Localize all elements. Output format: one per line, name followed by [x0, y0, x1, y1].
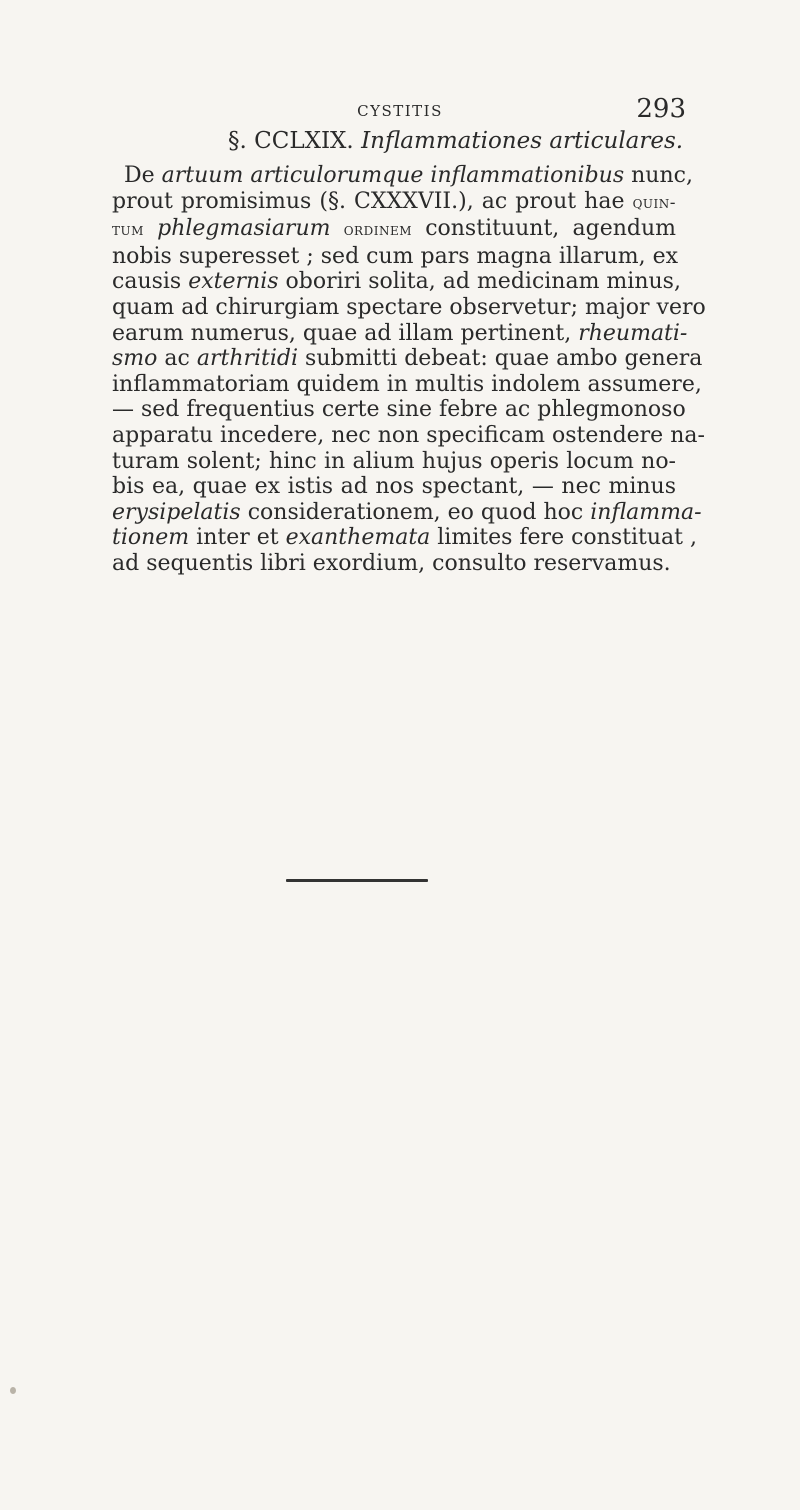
text-run: ac [157, 346, 197, 372]
page-number: 293 [636, 94, 686, 124]
running-title: CYSTITIS [357, 102, 443, 120]
text-run: inflammatoriam quidem in multis indolem assumere, [112, 371, 702, 397]
small-caps-text: tum [112, 220, 144, 241]
text-run: turam solent; hinc in alium hujus operis locum no- [112, 448, 676, 474]
text-run: inter et [189, 525, 286, 551]
text-run: — sed frequentius certe sine febre ac phlegmonoso [112, 397, 686, 423]
text-run: constituunt, agendum [411, 216, 676, 242]
section-number: §. CCLXIX. [228, 128, 354, 154]
paragraph [112, 163, 706, 577]
text-line [112, 269, 681, 295]
text-run [144, 216, 157, 241]
text-run: prout promisimus (§. CXXXVII.), ac prout hae [112, 188, 633, 214]
text-run: De [124, 163, 162, 188]
text-line [112, 243, 679, 270]
text-line [112, 294, 706, 321]
text-run: bis ea, quae ex istis ad nos spectant, — nec minus [112, 474, 676, 500]
text-line [112, 346, 703, 372]
running-head [0, 94, 800, 130]
italic-text: erysipelatis [112, 499, 241, 525]
italic-text: phlegmasiarum [157, 216, 331, 242]
text-run: quam ad chirurgiam spectare observetur; major vero [112, 294, 706, 320]
text-line [112, 371, 702, 398]
text-run [330, 216, 343, 241]
paper-speck [10, 1387, 16, 1394]
text-run: earum numerus, quae ad illam pertinent, [112, 320, 579, 346]
italic-text: exanthemata [285, 525, 431, 551]
italic-text: smo [112, 346, 158, 372]
small-caps-text: quin- [632, 192, 676, 213]
italic-text: externis [188, 269, 279, 295]
text-line [112, 397, 686, 423]
small-caps-text: ordinem [343, 220, 412, 241]
italic-text: artuum articulorumque inflammationibus [161, 163, 625, 188]
text-line [112, 525, 697, 551]
text-line [112, 449, 676, 475]
text-run: apparatu incedere, nec non specificam ostendere na- [112, 422, 705, 448]
text-run: ad sequentis libri exordium, consulto reservamus. [112, 550, 671, 576]
text-line [112, 474, 676, 500]
text-line [112, 216, 676, 244]
text-run: causis [112, 269, 189, 295]
text-line [112, 551, 676, 577]
text-run: oboriri solita, ad medicinam minus, [278, 269, 681, 295]
text-line [112, 422, 705, 449]
text-line [112, 189, 676, 217]
text-line [112, 163, 693, 189]
text-line [112, 499, 702, 526]
italic-text: rheumati- [578, 320, 688, 346]
italic-text: arthritidi [196, 346, 299, 372]
text-run: nunc, [624, 163, 693, 188]
text-line [112, 320, 688, 347]
section-heading [228, 128, 683, 154]
section-title: Inflammationes articulares. [361, 128, 684, 154]
section-end-rule [286, 879, 428, 882]
italic-text: tionem [112, 525, 190, 551]
text-run: considerationem, eo quod hoc [240, 499, 591, 525]
text-run: nobis superesset ; sed cum pars magna illarum, ex [112, 243, 679, 269]
italic-text: inflamma- [590, 499, 702, 525]
text-run: submitti debeat: quae ambo genera [298, 346, 703, 372]
text-run: limites fere constituat , [430, 525, 697, 551]
